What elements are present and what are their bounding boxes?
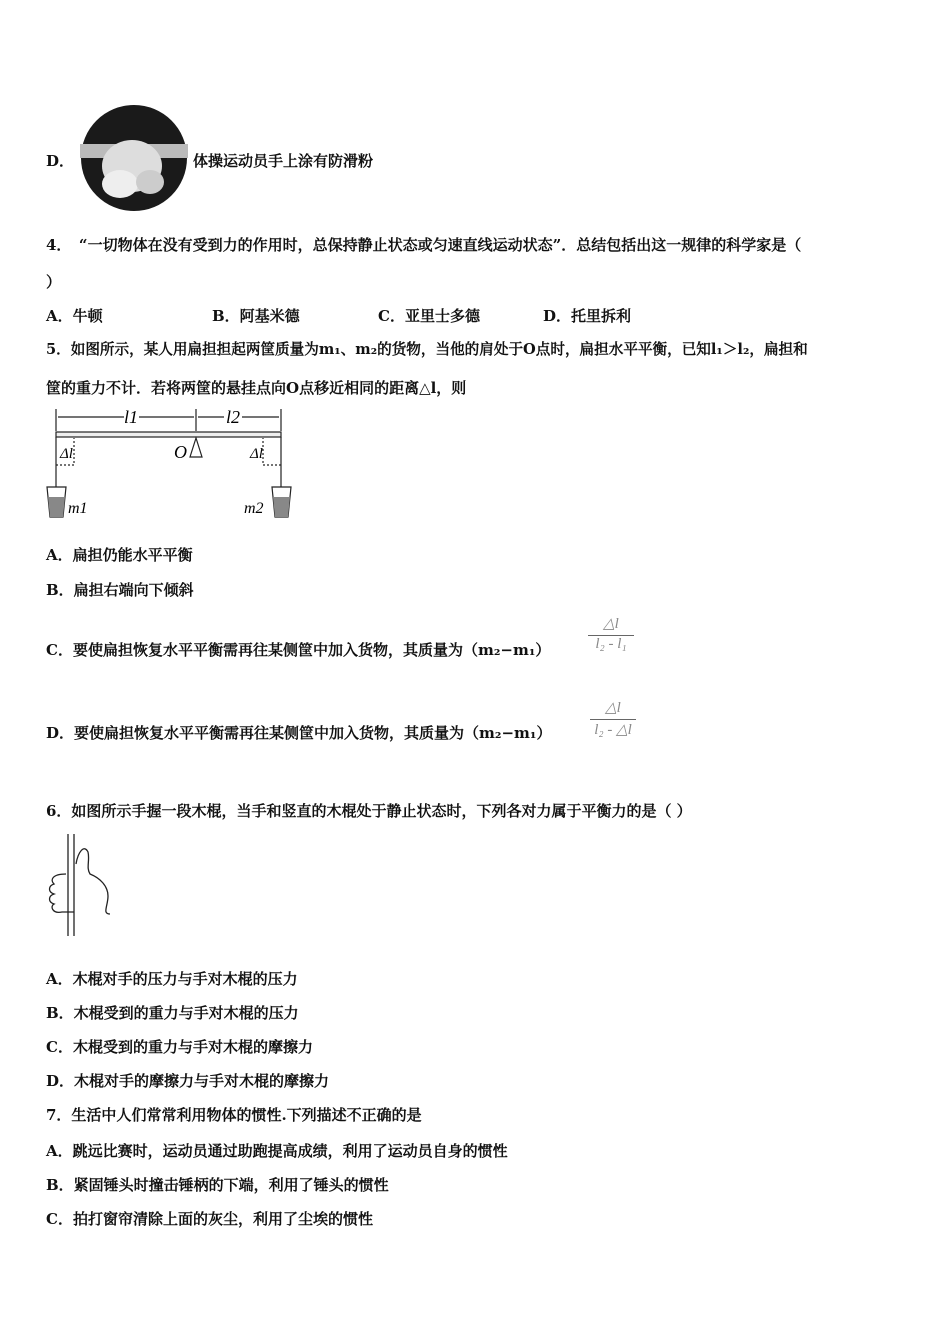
- label-dl-left: Δl: [60, 446, 73, 462]
- q4-option-d: D．托里拆利: [543, 307, 632, 325]
- label-m2: m2: [244, 500, 264, 517]
- q7-option-c: C．拍打窗帘清除上面的灰尘，利用了尘埃的惯性: [46, 1210, 373, 1228]
- q7-option-b: B．紧固锤头时撞击锤柄的下端，利用了锤头的惯性: [46, 1176, 389, 1194]
- label-dl-right: Δl: [250, 446, 263, 462]
- q7-option-a: A．跳远比赛时，运动员通过助跑提高成绩，利用了运动员自身的惯性: [46, 1142, 508, 1160]
- gymnast-hands-photo: [80, 104, 188, 212]
- fraction-d-denominator: l₂ - △l: [594, 722, 632, 738]
- fraction-d-numerator: △l: [590, 698, 636, 720]
- carrying-pole-diagram: [44, 405, 304, 523]
- label-m1: m1: [68, 500, 88, 517]
- label-l1: l1: [124, 407, 139, 427]
- q5-stem-line2: 筐的重力不计．若将两筐的悬挂点向O点移近相同的距离△l，则: [46, 379, 467, 397]
- q4-option-a: A．牛顿: [46, 307, 103, 325]
- q4-option-b: B．阿基米德: [212, 307, 300, 325]
- q3-option-d-text: 体操运动员手上涂有防滑粉: [193, 152, 374, 170]
- q5-option-d: D．要使扁担恢复水平平衡需再往某侧筐中加入货物，其质量为（m₂−m₁）: [46, 724, 552, 742]
- q6-option-a: A．木棍对手的压力与手对木棍的压力: [46, 970, 298, 988]
- q7-stem: 7．生活中人们常常利用物体的惯性.下列描述不正确的是: [46, 1106, 422, 1124]
- fraction-c-numerator: △l: [588, 614, 634, 636]
- q4-option-c: C．亚里士多德: [378, 307, 480, 325]
- q5-option-a: A．扁担仍能水平平衡: [46, 546, 193, 564]
- q5-option-b: B．扁担右端向下倾斜: [46, 581, 194, 599]
- fraction-c: [588, 614, 634, 653]
- q3-option-d-label: D．: [46, 152, 75, 170]
- hand-holding-stick-figure: [44, 834, 116, 938]
- label-l2: l2: [226, 407, 241, 427]
- fraction-d: [590, 698, 636, 739]
- fraction-c-denominator: l₂ - l₁: [595, 636, 627, 652]
- q4-stem: 4． “一切物体在没有受到力的作用时，总保持静止状态或匀速直线运动状态”．总结包括出这一规律的科学家是（: [46, 236, 802, 254]
- q5-stem-line1: 5．如图所示，某人用扁担担起两筐质量为m₁、m₂的货物，当他的肩处于O点时，扁担水平平衡，已知l₁＞l₂，扁担和: [46, 341, 808, 358]
- q6-option-b: B．木棍受到的重力与手对木棍的压力: [46, 1004, 299, 1022]
- q6-option-d: D．木棍对手的摩擦力与手对木棍的摩擦力: [46, 1072, 330, 1090]
- q6-option-c: C．木棍受到的重力与手对木棍的摩擦力: [46, 1038, 313, 1056]
- q4-stem-end: ）: [46, 273, 62, 291]
- label-O: O: [174, 442, 187, 462]
- q5-option-c: C．要使扁担恢复水平平衡需再往某侧筐中加入货物，其质量为（m₂−m₁）: [46, 641, 551, 659]
- q6-stem: 6．如图所示手握一段木棍，当手和竖直的木棍处于静止状态时，下列各对力属于平衡力的是（ ）: [46, 802, 692, 820]
